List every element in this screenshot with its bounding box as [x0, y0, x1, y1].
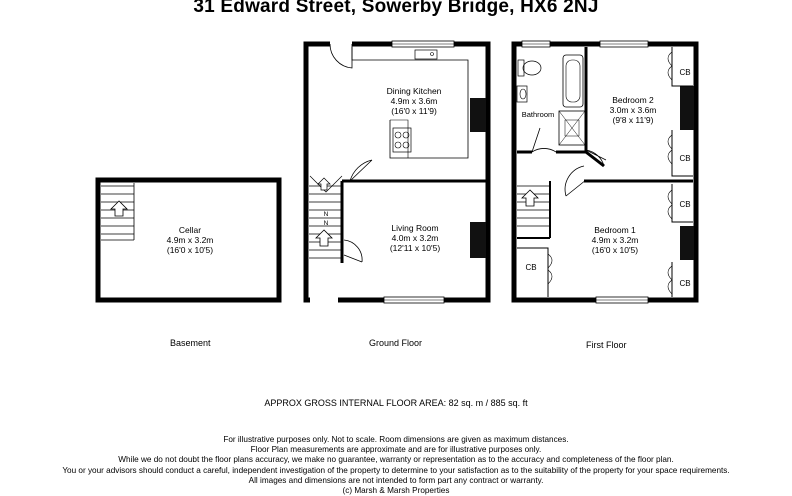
- dining-kitchen-metric: 4.9m x 3.6m: [390, 96, 438, 106]
- basin-icon: [517, 86, 527, 102]
- property-title: 31 Edward Street, Sowerby Bridge, HX6 2NJ: [193, 0, 599, 17]
- first-floor-plan: [514, 41, 696, 303]
- disclaimer-line: All images and dimensions are not intended to form part any contract or warranty.: [248, 475, 544, 485]
- door-swing-icon: [565, 166, 586, 196]
- bedroom2-imperial: (9'8 x 11'9): [612, 115, 654, 125]
- chimney-breast-icon: [680, 86, 694, 130]
- cellar-metric: 4.9m x 3.2m: [166, 235, 214, 245]
- bedroom2-metric: 3.0m x 3.6m: [609, 105, 657, 115]
- bathroom-bedroom2-wall: [586, 47, 604, 166]
- basement-plan: [98, 180, 279, 300]
- cupboard-label: CB: [679, 200, 691, 209]
- basement-label: Basement: [170, 338, 211, 348]
- chimney-breast-icon: [470, 222, 486, 258]
- disclaimer-line: (c) Marsh & Marsh Properties: [342, 486, 450, 496]
- door-swing-icon: [330, 41, 352, 68]
- disclaimer: [0, 435, 792, 496]
- window-icon: [384, 297, 444, 303]
- stair-arrow-icon: [101, 183, 134, 240]
- disclaimer-line: You or your advisors should conduct a careful, independent investigation of the property to determine to your satisfaction as to the suitability of the property for your space requirements.: [62, 465, 730, 475]
- ground-floor-label: Ground Floor: [369, 338, 423, 348]
- chimney-breast-icon: [470, 98, 486, 132]
- stair-arrow-icon: [517, 186, 550, 226]
- living-room-name: Living Room: [391, 223, 439, 233]
- bedroom2-name: Bedroom 2: [612, 95, 654, 105]
- door-swing-icon: [532, 128, 556, 152]
- door-swing-icon: [344, 240, 362, 262]
- shower-icon: [559, 111, 585, 145]
- disclaimer-line: For illustrative purposes only. Not to scale. Room dimensions are given as maximum distances.: [223, 435, 569, 444]
- window-icon: [600, 41, 648, 47]
- cupboard-label: CB: [525, 263, 537, 272]
- bedroom1-imperial: (16'0 x 10'5): [591, 245, 639, 255]
- toilet-icon: [518, 60, 541, 76]
- door-swing-icon: [350, 160, 372, 181]
- cupboard-label: CB: [679, 154, 691, 163]
- bathroom-name: Bathroom: [521, 110, 555, 119]
- stair-letter: N: [323, 220, 329, 227]
- floor-area-text: APPROX GROSS INTERNAL FLOOR AREA: 82 sq. m / 885 sq. ft: [264, 398, 528, 408]
- window-icon: [522, 41, 550, 47]
- bath-icon: [563, 55, 583, 107]
- living-room-imperial: (12'11 x 10'5): [389, 243, 441, 253]
- cupboard-outlines: [517, 47, 693, 297]
- first-floor-label: First Floor: [586, 340, 627, 350]
- window-icon: [596, 297, 648, 303]
- chimney-breast-icon: [680, 226, 694, 260]
- bedroom1-name: Bedroom 1: [594, 225, 636, 235]
- bedroom1-metric: 4.9m x 3.2m: [591, 235, 639, 245]
- stair-letter: N: [323, 211, 329, 218]
- cupboard-label: CB: [679, 279, 691, 288]
- sink-icon: [415, 50, 437, 59]
- ground-floor-plan: [306, 41, 488, 303]
- disclaimer-line: Floor Plan measurements are approximate and are for illustrative purposes only.: [250, 445, 542, 455]
- first-outer-walls: [514, 44, 696, 300]
- front-door-gap: [310, 297, 338, 303]
- dining-kitchen-imperial: (16'0 x 11'9): [391, 106, 437, 116]
- living-room-metric: 4.0m x 3.2m: [391, 233, 439, 243]
- ground-outer-walls: [306, 44, 488, 300]
- dining-kitchen-name: Dining Kitchen: [386, 86, 442, 96]
- cellar-imperial: (16'0 x 10'5): [166, 245, 214, 255]
- disclaimer-line: While we do not doubt the floor plans accuracy, we make no guarantee, warranty or representation as to the accuracy and completeness of the floor plan.: [118, 455, 674, 465]
- cupboard-label: CB: [679, 68, 691, 77]
- cellar-name: Cellar: [178, 225, 202, 235]
- window-icon: [392, 41, 454, 47]
